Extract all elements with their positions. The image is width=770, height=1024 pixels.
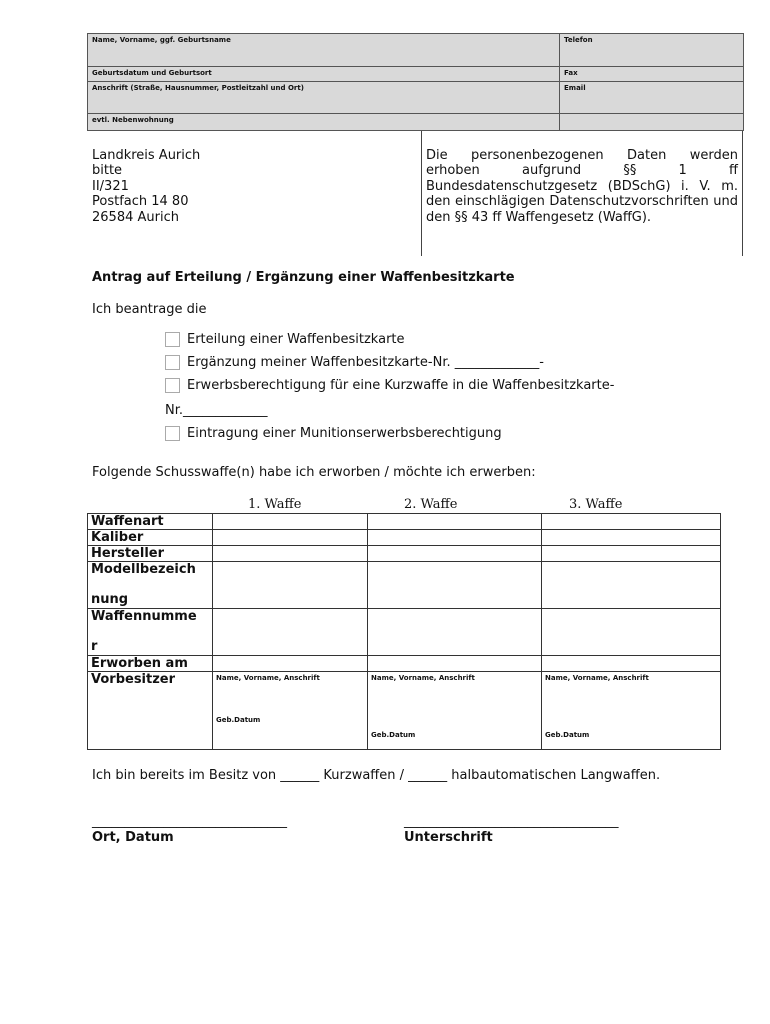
option-label: Erwerbsberechtigung für eine Kurzwaffe in die Waffenbesitzkarte- [187,378,615,393]
cell-input[interactable] [542,530,721,546]
option-issue-card[interactable] [165,332,405,347]
signature-label: Unterschrift [404,830,493,845]
possession-statement: Ich bin bereits im Besitz von ______ Kurzwaffen / ______ halbautomatischen Langwaffen. [92,768,661,783]
address-label: Anschrift (Straße, Hausnummer, Postleitzahl und Ort) [92,84,304,92]
row-label-acquired: Erworben am [88,656,213,672]
privacy-notice: Die personenbezogenen Daten werden erhoben aufgrund §§ 1 ff Bundesdatenschutzgesetz (BDSchG) i. V. m. den einschlägigen Datenschutzvorschriften und den §§ 43 ff Waffengesetz (WaffG). [426,148,738,225]
signature-line[interactable]: _________________________________ [404,814,619,829]
recipient-address [92,148,200,225]
recipient-line: bitte [92,163,123,179]
recipient-line: II/321 [92,178,129,194]
cell-input[interactable] [542,546,721,562]
cell-input[interactable] [368,609,542,656]
birth-label: Geburtsdatum und Geburtsort [92,69,212,77]
secondary-residence-label: evtl. Nebenwohnung [92,116,174,124]
prev-owner-name-label: Name, Vorname, Anschrift [545,674,649,682]
name-label: Name, Vorname, ggf. Geburtsname [92,36,231,44]
option-label: Eintragung einer Munitionserwerbsberechtigung [187,426,502,441]
applicant-header-table [87,33,744,131]
row-label-caliber: Kaliber [88,530,213,546]
prev-owner-dob-label: Geb.Datum [216,716,261,724]
fax-label: Fax [564,69,578,77]
option-label: Ergänzung meiner Waffenbesitzkarte-Nr. _____________- [187,355,544,370]
weapons-intro: Folgende Schusswaffe(n) habe ich erworben / möchte ich erwerben: [92,465,536,480]
cell-input[interactable] [542,514,721,530]
cell-input[interactable] [213,546,368,562]
place-date-label: Ort, Datum [92,830,174,845]
prev-owner-cell-2[interactable] [368,672,542,750]
cell-input[interactable] [213,562,368,609]
recipient-line: Landkreis Aurich [92,148,201,163]
row-label-maker: Hersteller [88,546,213,562]
phone-field[interactable] [560,34,744,67]
recipient-line: Postfach 14 80 [92,194,189,210]
privacy-box-left-border [421,131,422,256]
prev-owner-dob-label: Geb.Datum [545,731,590,739]
weapon-3-header: 3. Waffe [569,497,623,512]
checkbox[interactable] [165,332,180,347]
cell-input[interactable] [368,546,542,562]
cell-input[interactable] [368,514,542,530]
checkbox[interactable] [165,426,180,441]
email-label: Email [564,84,586,92]
privacy-box-right-border [742,131,743,256]
place-date-line[interactable]: ______________________________ [92,814,287,829]
birth-field[interactable] [88,67,560,82]
cell-input[interactable] [213,530,368,546]
option-label: Erteilung einer Waffenbesitzkarte [187,332,405,347]
name-field[interactable] [88,34,560,67]
checkbox[interactable] [165,355,180,370]
weapon-2-header: 2. Waffe [404,497,458,512]
option-label-continued: Nr._____________ [165,403,268,418]
request-intro: Ich beantrage die [92,302,207,317]
secondary-residence-field[interactable] [88,114,560,131]
fax-field[interactable] [560,67,744,82]
weapon-1-header: 1. Waffe [248,497,302,512]
email-field[interactable] [560,82,744,114]
weapons-table [87,513,721,750]
row-label-type: Waffenart [88,514,213,530]
cell-input[interactable] [542,609,721,656]
recipient-line: 26584 Aurich [92,209,179,225]
cell-input[interactable] [368,530,542,546]
option-ammunition-authorization[interactable] [165,426,502,441]
cell-input[interactable] [368,656,542,672]
cell-input[interactable] [213,656,368,672]
prev-owner-name-label: Name, Vorname, Anschrift [216,674,320,682]
cell-input[interactable] [213,609,368,656]
empty-cell [560,114,744,131]
cell-input[interactable] [213,514,368,530]
form-title: Antrag auf Erteilung / Ergänzung einer Waffenbesitzkarte [92,270,515,285]
option-amend-card[interactable] [165,355,544,370]
row-label-serial: Waffennumme r [88,609,213,656]
prev-owner-dob-label: Geb.Datum [371,731,416,739]
option-handgun-authorization[interactable] [165,378,614,393]
address-field[interactable] [88,82,560,114]
checkbox[interactable] [165,378,180,393]
cell-input[interactable] [542,562,721,609]
prev-owner-name-label: Name, Vorname, Anschrift [371,674,475,682]
cell-input[interactable] [368,562,542,609]
row-label-prev-owner: Vorbesitzer [88,672,213,750]
phone-label: Telefon [564,36,593,44]
prev-owner-cell-3[interactable] [542,672,721,750]
cell-input[interactable] [542,656,721,672]
row-label-model: Modellbezeich nung [88,562,213,609]
prev-owner-cell-1[interactable] [213,672,368,750]
